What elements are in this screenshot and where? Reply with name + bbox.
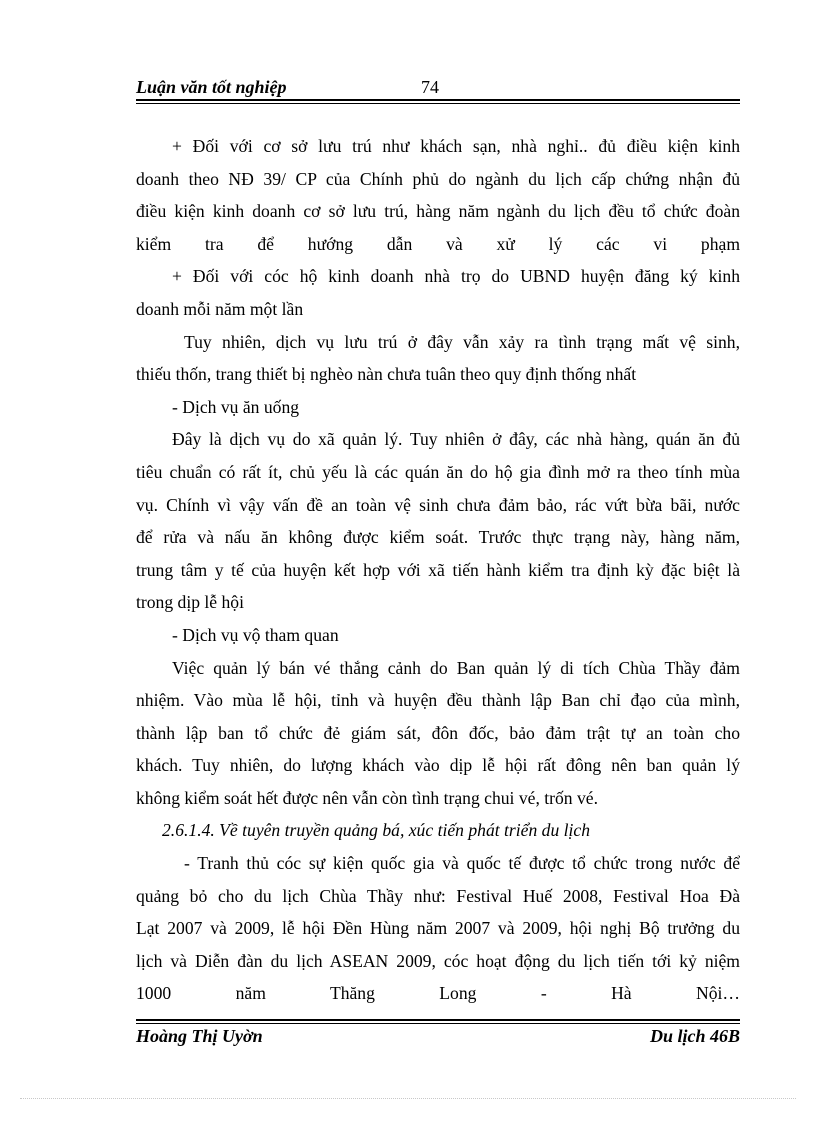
paragraph-line: Lạt 2007 và 2009, lễ hội Đền Hùng năm 2007 và 2009, hội nghị Bộ trưởng du — [136, 918, 740, 939]
page-bottom-dotted-border — [20, 1098, 796, 1099]
paragraph-line: doanh mỗi năm một lần — [136, 298, 304, 319]
paragraph-line: lịch và Diễn đàn du lịch ASEAN 2009, cóc hoạt động du lịch tiến tới kỷ niệm — [136, 950, 740, 971]
footer-class: Du lịch 46B — [649, 1026, 740, 1046]
paragraph-line: nhiệm. Vào mùa lễ hội, tỉnh và huyện đều thành lập Ban chỉ đạo của mình, — [136, 690, 740, 711]
paragraph-line: Tuy nhiên, dịch vụ lưu trú ở đây vẫn xảy ra tình trạng mất vệ sinh, — [184, 331, 740, 352]
page-number: 74 — [421, 77, 439, 97]
paragraph-line: điều kiện kinh doanh cơ sở lưu trú, hàng năm ngành du lịch đều tổ chức đoàn — [136, 201, 740, 222]
paragraph-line: trung tâm y tế của huyện kết hợp với xã tiến hành kiểm tra định kỳ đặc biệt là — [136, 559, 740, 580]
paragraph-line: vụ. Chính vì vậy vấn đề an toàn vệ sinh chưa đảm bảo, rác vứt bừa bãi, nước — [136, 494, 740, 515]
paragraph-line: doanh theo NĐ 39/ CP của Chính phủ do ngành du lịch cấp chứng nhận đủ — [136, 168, 740, 189]
paragraph-line: + Đối với cơ sở lưu trú như khách sạn, nhà nghỉ.. đủ điều kiện kinh — [172, 136, 740, 156]
paragraph-line: thiếu thốn, trang thiết bị nghèo nàn chưa tuân theo quy định thống nhất — [136, 364, 637, 385]
paragraph-line: kiểm tra để hướng dẫn và xử lý các vi phạm — [136, 233, 740, 254]
paragraph-line: 1000 năm Thăng Long - Hà Nội… — [136, 983, 740, 1004]
paragraph-line: - Tranh thủ cóc sự kiện quốc gia và quốc tế được tổ chức trong nước để — [184, 853, 740, 874]
paragraph-line: quảng bỏ cho du lịch Chùa Thầy như: Festival Huế 2008, Festival Hoa Đà — [136, 885, 740, 906]
header-rule — [136, 99, 740, 104]
paragraph-line: trong dịp lễ hội — [136, 592, 244, 613]
footer-rule — [136, 1019, 740, 1024]
section-item: - Dịch vụ ăn uống — [172, 396, 300, 417]
section-item: - Dịch vụ vộ tham quan — [172, 624, 339, 645]
paragraph-line: khách. Tuy nhiên, do lượng khách vào dịp lễ hội rất đông nên ban quản lý — [136, 755, 740, 776]
paragraph-line: để rửa và nấu ăn không được kiểm soát. Trước thực trạng này, hàng năm, — [136, 527, 740, 548]
paragraph-line: Việc quản lý bán vé thắng cảnh do Ban quản lý di tích Chùa Thầy đảm — [172, 657, 740, 678]
paragraph-line: + Đối với cóc hộ kinh doanh nhà trọ do UBND huyện đăng ký kinh — [172, 266, 740, 287]
paragraph-line: không kiểm soát hết được nên vẫn còn tình trạng chui vé, trốn vé. — [136, 787, 598, 808]
header-title: Luận văn tốt nghiệp — [136, 77, 287, 97]
paragraph-line: tiêu chuẩn có rất ít, chủ yếu là các quán ăn do hộ gia đình mở ra theo tính mùa — [136, 461, 740, 482]
body-text — [136, 130, 740, 1010]
paragraph-line: thành lập ban tổ chức đẻ giám sát, đôn đốc, bảo đảm trật tự an toàn cho — [136, 722, 740, 743]
section-heading: 2.6.1.4. Về tuyên truyền quảng bá, xúc tiến phát triển du lịch — [162, 820, 591, 841]
footer-author: Hoàng Thị Uyờn — [136, 1026, 263, 1046]
paragraph-line: Đây là dịch vụ do xã quản lý. Tuy nhiên ở đây, các nhà hàng, quán ăn đủ — [172, 429, 740, 450]
